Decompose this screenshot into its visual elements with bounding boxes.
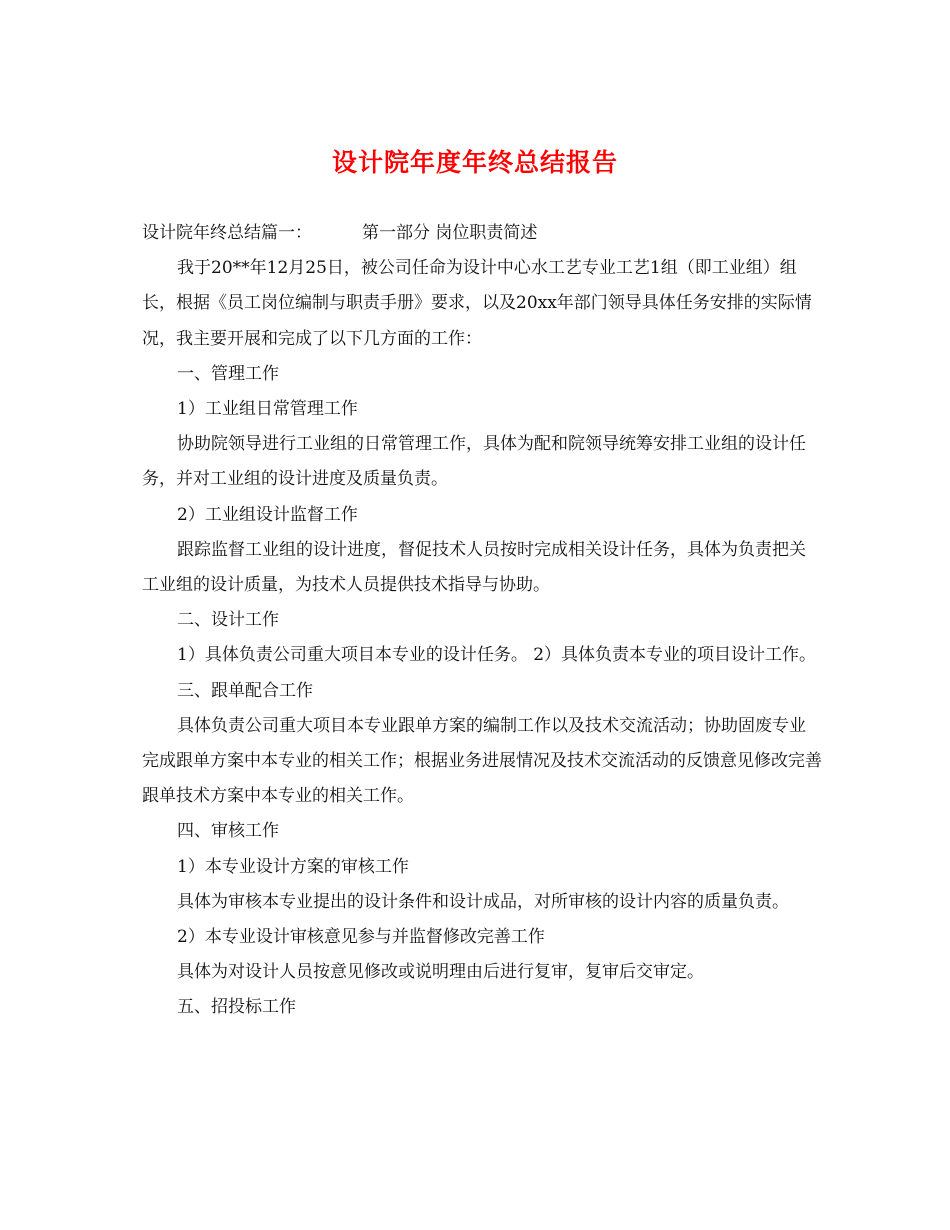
section-heading: 一、管理工作 (177, 363, 279, 384)
subsection-heading: 1）工业组日常管理工作 (177, 399, 358, 420)
subsection-heading: 2）工业组设计监督工作 (177, 504, 358, 525)
subsection-heading: 2）本专业设计审核意见参与并监督修改完善工作 (177, 927, 545, 948)
paragraph: 具体为对设计人员按意见修改或说明理由后进行复审，复审后交审定。 (177, 962, 704, 983)
paragraph: 具体负责公司重大项目本专业跟单方案的编制工作以及技术交流活动；协助固废专业完成跟单方案中本专业的相关工作；根据业务进展情况及技术交流活动的反馈意见修改完善跟单技术方案中本专业的相关工作。 (142, 715, 822, 807)
document-title: 设计院年度年终总结报告 (331, 148, 618, 177)
document-body (142, 216, 822, 1026)
intro-line (142, 216, 822, 251)
intro-part: 第一部分 岗位职责简述 (362, 223, 538, 243)
paragraph: 1）具体负责公司重大项目本专业的设计任务。 2）具体负责本专业的项目设计工作。 (177, 645, 817, 666)
paragraph: 具体为审核本专业提出的设计条件和设计成品，对所审核的设计内容的质量负责。 (177, 891, 789, 912)
section-heading: 二、设计工作 (177, 610, 279, 631)
paragraph: 我于20**年12月25日，被公司任命为设计中心水工艺专业工艺1组（即工业组）组长，根据《员工岗位编制与职责手册》要求，以及20xx年部门领导具体任务安排的实际情况，我主要开展和完成了以下几方面的工作： (142, 258, 812, 349)
section-heading: 五、招投标工作 (177, 997, 296, 1018)
intro-label: 设计院年终总结篇一： (142, 223, 312, 243)
paragraph: 跟踪监督工业组的设计进度，督促技术人员按时完成相关设计任务，具体为负责把关工业组的设计质量，为技术人员提供技术指导与协助。 (142, 539, 806, 596)
section-heading: 四、审核工作 (177, 821, 279, 842)
section-heading: 三、跟单配合工作 (177, 680, 313, 701)
paragraph: 协助院领导进行工业组的日常管理工作，具体为配和院领导统筹安排工业组的设计任务，并对工业组的设计进度及质量负责。 (142, 434, 806, 490)
subsection-heading: 1）本专业设计方案的审核工作 (177, 856, 409, 877)
